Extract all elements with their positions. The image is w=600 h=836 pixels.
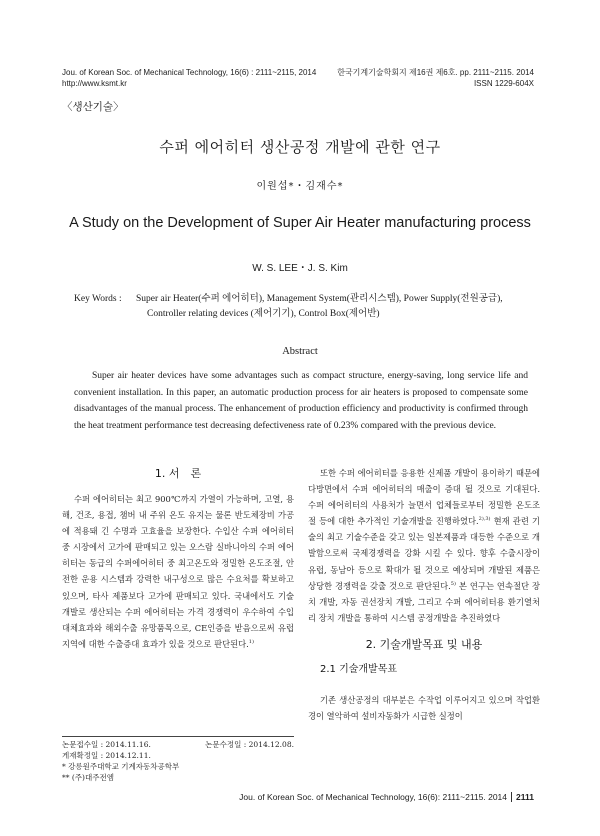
affiliation-2: ** (주)대주전엠	[62, 773, 114, 782]
footer-divider	[511, 792, 512, 802]
intro-heading: 1. 서 론	[154, 467, 202, 480]
intro-paragraph-1	[62, 491, 294, 652]
keywords-line-1: Super air Heater(수퍼 에어히터), Management System(관리시스템), Power Supply(전원공급),	[136, 294, 503, 304]
abstract-body: Super air heater devices have some advantages such as compact structure, energy-saving, long service life and convenient installation. In this paper, an automatic production process for air heaters is proposed to compensate some disadvantages of the manual process. The enhancement of production efficiency and productivity is confirmed through the heat treatment performance test decreasing defectiveness rate of 0.23% compared with the previous device.	[74, 371, 528, 431]
keywords-line-2: Controller relating devices (제어기기), Control Box(제어반)	[147, 309, 380, 319]
citation-ref: 5)	[450, 580, 456, 587]
intro-p2c-text: 본 연구는 연속절단 장치 개발, 자동 권선장치 개발, 그리고 수퍼 에어히터용 환기열처리 장치 개발을 통하여 시스템 공정개발을 추진하였다	[308, 580, 540, 623]
journal-header-left	[62, 67, 316, 89]
citation-ref: 1)	[248, 639, 254, 646]
section-2-1-heading: 2.1 기술개발목표	[320, 663, 398, 675]
intro-paragraph-2	[308, 465, 540, 626]
journal-url[interactable]: http://www.ksmt.kr	[62, 79, 127, 88]
journal-issn: ISSN 1229-604X	[473, 79, 534, 88]
revised-date: 논문수정일 : 2014.12.08.	[205, 740, 294, 749]
received-date: 논문접수일 : 2014.11.16.	[62, 740, 151, 749]
keywords-block	[74, 292, 544, 322]
intro-p1-text: 수퍼 에어히터는 최고 900℃까지 가열이 가능하며, 고열, 용해, 건조, 용접, 챔버 내 주위 온도 유지는 물론 반도체장비 가공에 적용돼 긴 수명과 고효율을 보장한다. 수입산 수퍼 에어히터 중 시장에서 고가에 판매되고 있는 오스람 실바니아의 수퍼 에어히터는 동급의 수퍼에어히터 중 최고온도와 정밀한 온도조절, 안전한 운용 시스템과 강력한 내구성으로 많은 수요처를 확보하고 있으며, 타사 제품보다 고가에 판매되고 있다. 국내에서도 기술개발로 생산되는 수퍼 에어히터는 가격 경쟁력이 우수하여 수입대체효과와 해외수출 유망품목으로, CE인증을 받음으로써 유럽지역에 대한 수출증대 효과가 있을 것으로 판단된다.	[62, 494, 294, 649]
citation-ref: 2),3)	[478, 516, 491, 523]
footer-citation: Jou. of Korean Soc. of Mechanical Technology, 16(6): 2111~2115. 2014	[239, 792, 508, 802]
intro-p2a-text: 또한 수퍼 에어히터를 응용한 신제품 개발이 용이하기 때문에 다방면에서 수퍼 에어히터의 매출이 증대 될 것으로 기대된다. 수퍼 에어히터의 사용처가 늘면서 업체들로부터 정밀한 온도조절 등에 대한 추가적인 기술개발을 진행하였다.	[308, 468, 540, 527]
article-notes	[62, 736, 294, 783]
section-2-paragraph-1: 기존 생산공정의 대부분은 수작업 이루어지고 있으며 작업환경이 열악하여 설비자동화가 시급한 실정이	[308, 694, 540, 722]
right-column	[308, 465, 540, 724]
title-korean: 수퍼 에어히터 생산공정 개발에 관한 연구	[159, 138, 441, 156]
intro-p2b-text: 현재 관련 기술의 최고 기술수준을 갖고 있는 일본제품과 대등한 수준으로 개발함으로써 국제경쟁력을 강화 시킬 수 있다. 향후 수출시장이 유럽, 동남아 등으로 확대가 될 것으로 예상되며 개발된 제품은 상당한 경쟁력을 갖출 것으로 판단된다.	[308, 516, 540, 591]
left-column	[62, 465, 294, 652]
section-2-heading: 2. 기술개발목표 및 내용	[365, 637, 483, 651]
page-footer	[239, 792, 534, 802]
accepted-date: 게재확정일 : 2014.12.11.	[62, 751, 151, 760]
journal-header-right	[337, 67, 534, 89]
section-tag: 〈생산기술〉	[62, 101, 124, 113]
authors-korean: 이원섭*・김재수*	[256, 181, 344, 192]
page-number: 2111	[516, 792, 534, 802]
journal-citation-en: Jou. of Korean Soc. of Mechanical Technology, 16(6) : 2111~2115, 2014	[62, 68, 317, 77]
journal-citation-ko: 한국기계기술학회지 제16권 제6호. pp. 2111~2115. 2014	[337, 68, 534, 77]
title-english: A Study on the Development of Super Air Heater manufacturing process	[69, 215, 531, 231]
abstract-heading: Abstract	[282, 346, 318, 357]
authors-english: W. S. LEE・J. S. Kim	[252, 263, 348, 274]
affiliation-1: * 강릉원주대학교 기계자동차공학부	[62, 762, 180, 771]
keywords-label: Key Words :	[74, 294, 122, 304]
